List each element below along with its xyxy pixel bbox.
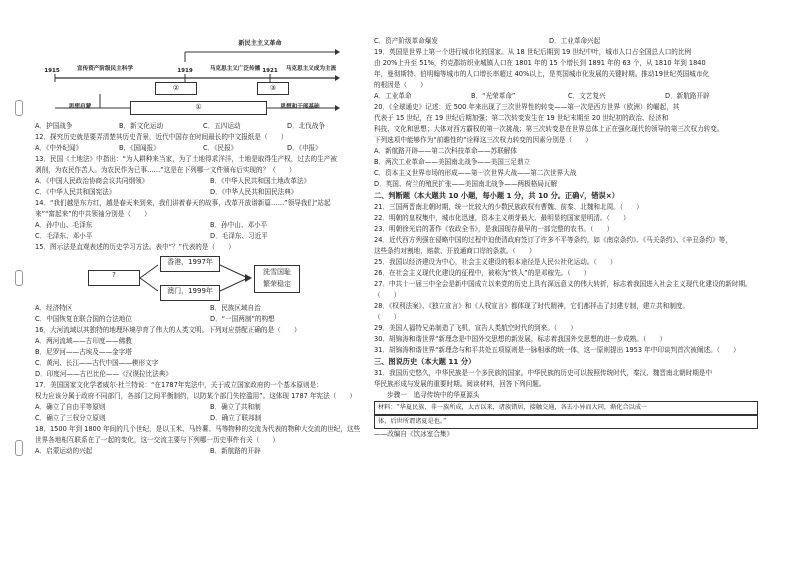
binding-margin bbox=[10, 0, 26, 562]
question-line: 由 20%上升至 51%，约克郡纺织业城镇人口在 1801 年的 15 个增长到 1891 年的 63 个，从 1810 年到 1840 bbox=[374, 59, 706, 67]
answer-option: B．确立了共和制 bbox=[210, 403, 261, 411]
question-line: 14．“我们越是东方红，越是春天来到来，我们讲着春天的故事，改革开放谱新篇……”领导我们“站起 bbox=[35, 199, 331, 207]
answer-option: C．《民报》 bbox=[203, 144, 238, 152]
question-line: 30．胡锦涛和谐世界“新理念是中国外交思想的新发展，标志着我国外交思想的进一步成熟。（ ） bbox=[374, 335, 667, 343]
answer-option: A．经济特区 bbox=[35, 304, 73, 312]
question-line: 16．大河流域以其独特的地理环境孕育了伟大的人类文明。下列对应搭配正确的是（ ） bbox=[35, 326, 301, 334]
timeline-year: 1915 bbox=[44, 68, 60, 74]
timeline-text: 马克思主义广泛传播 bbox=[209, 66, 261, 72]
question-line: 这些条约对割地、赔款、开放通商口岸的条款。（ ） bbox=[374, 247, 536, 255]
answer-option: B．新文化运动 bbox=[119, 122, 164, 130]
answer-option: B．《中华人民共和国土地改革法》 bbox=[210, 177, 311, 185]
question-mark-box: ? bbox=[88, 270, 140, 286]
answer-option: A．孙中山、毛泽东 bbox=[35, 221, 93, 229]
source-material: 体，后世所谓诸夏是也。” bbox=[374, 415, 758, 429]
answer-option: C．资产阶级革命爆发 bbox=[374, 37, 438, 45]
answer-option: A．确立了自由平等原则 bbox=[35, 403, 106, 411]
question-line: 23．明朝徐光启的著作《农政全书》，是我国现存最早的一部完整的农书。（ ） bbox=[374, 225, 614, 233]
binding-hole bbox=[15, 100, 23, 116]
question-line: D．印度河——古巴比伦——《汉谟拉比法典》 bbox=[35, 370, 172, 378]
question-line: ——改编自《饮冰室合集》 bbox=[374, 430, 454, 438]
timeline-box: ① bbox=[130, 101, 267, 115]
macau-box: 澳门，1999年 bbox=[160, 285, 220, 301]
result-box: 洗雪国耻 繁荣稳定 bbox=[254, 265, 300, 293]
answer-option: A．启蒙运动的兴起 bbox=[35, 447, 93, 455]
answer-option: A．护国战争 bbox=[35, 122, 73, 130]
answer-option: D．《中华人民共和国民法典》 bbox=[210, 188, 298, 196]
answer-option: D．“一国两制”的构想 bbox=[210, 315, 275, 323]
answer-option: B．“光荣革命” bbox=[471, 92, 516, 100]
question-line: 12．探究历史就是要弄清楚其历史背景，近代中国存在时间最长的中文报纸是（ ） bbox=[35, 133, 288, 141]
question-line: 来”“富起来”的中共领袖分别是（ ） bbox=[35, 210, 151, 218]
question-line: A．两河流域——古印度——佛教 bbox=[35, 337, 132, 345]
answer-option: D．北伐战争 bbox=[287, 122, 326, 130]
timeline-top-label: 新民主主义革命 bbox=[238, 40, 282, 47]
answer-options bbox=[35, 314, 385, 325]
answer-option: D．工业革命兴起 bbox=[549, 37, 601, 45]
answer-option: D．新航路开辟 bbox=[665, 92, 710, 100]
answer-option: B．《国闻报》 bbox=[119, 144, 160, 152]
question-line: 19．英国是世界上第一个进行城市化的国家。从 18 世纪后期到 19 世纪中叶，城市人口占全国总人口的比例 bbox=[374, 48, 692, 56]
question-line: C．黄河、长江——古代中国——楔形文字 bbox=[35, 359, 159, 367]
answer-option: B．民族区域自治 bbox=[210, 304, 261, 312]
answer-options bbox=[374, 91, 764, 102]
binding-hole bbox=[15, 270, 23, 286]
timeline-bottom-label: 思想和干部基础 bbox=[280, 104, 320, 110]
question-line: D．英国、荷兰的殖民扩张——美国南北战争——两极格局瓦解 bbox=[374, 180, 558, 188]
answer-option: C．毛泽东、邓小平 bbox=[35, 232, 93, 240]
question-line: 年，曼彻斯特、伯明翰等城市的人口增长率超过 40%以上，是英国城市化发展的关键时期。推动19世纪英国城市化 bbox=[374, 70, 710, 78]
source-material: 材料：“华夏民族，非一族所成，太古以来，诸族错居，接触交通，各去小异而大同，渐化合以成一 bbox=[374, 401, 758, 415]
question-line: 华民族形成与发展的重要时期。阅读材料，回答下列问题。 bbox=[374, 380, 546, 388]
question-line: 18．1500 年到 1800 年间的几个世纪，是以玉米、马铃薯、马等物种的交流为代表的物种大交流的世纪，这些 bbox=[35, 425, 361, 433]
answer-option: D．毛泽东、习近平 bbox=[210, 232, 268, 240]
question-line: 22．明朝的皇权集中，城市化迅速，资本主义萌芽最大、最明显的国家是明清。（ ） bbox=[374, 214, 630, 222]
question-line: 世界各地相互联系在了一起的变化，这一交流主要与下列哪一历史事件有关（ ） bbox=[35, 436, 279, 444]
timeline-year: 1919 bbox=[177, 68, 193, 74]
question-line: 13．民国《土地法》中指出：“为人耕种来当家，为了土地得求洋洋，土地是取得生产权，过去的生产被 bbox=[35, 155, 337, 163]
section-heading: 二、判断题（本大题共 10 小题，每小题 1 分，共 10 分。正确√，错误×） bbox=[374, 191, 619, 200]
question-line: 科技、文化和思想；大体对西方霸权的第一次挑战；第三次转变是在世界总体上正在强化现代的领导的第三次权力转变。 bbox=[374, 125, 724, 133]
answer-option: C．确立了三权分立原则 bbox=[35, 414, 106, 422]
timeline-text: 马克思主义成为主流 bbox=[285, 66, 337, 72]
question-line: 27．中共十一届三中全会是新中国成立以来党的历史上具有深远意义的伟大转折，标志着我国进入社会主义现代化建设的新时期。 bbox=[374, 280, 752, 288]
answer-option: C．《中华人民共和国宪法》 bbox=[35, 188, 116, 196]
answer-options bbox=[35, 402, 385, 413]
answer-options bbox=[35, 187, 385, 198]
answer-option: D．确立了联邦制 bbox=[210, 414, 262, 422]
timeline-box: ② bbox=[155, 82, 197, 95]
answer-option: A．《中外纪闻》 bbox=[35, 144, 83, 152]
question-line: A．新航路开辟——第二次科技革命——苏联解体 bbox=[374, 147, 517, 155]
question-line: B．两次工业革命——美国南北战争——美国三足鼎立 bbox=[374, 158, 531, 166]
flow-diagram bbox=[80, 253, 330, 303]
answer-option: C．中国恢复在联合国的合法地位 bbox=[35, 315, 132, 323]
question-line: 17．美国国家文化学者威尔·杜兰特说：“在1787年宪法中，关于成立国家政府的一个基本原则是： bbox=[35, 381, 323, 389]
timeline-box: ③ bbox=[257, 82, 289, 95]
question-line: 15．图示法是直观表述的历史学习方法。表中“？”代表的是（ ） bbox=[35, 243, 235, 251]
question-line: 31．我国历史悠久，中华民族是一个多民族的国家。中华民族的历史可以按照传统时代，秦汉、魏晋南北朝时期是中 bbox=[374, 369, 713, 377]
question-line: 21．三国两晋南北朝时期，统一比较大的少数民族政权有曹魏、前秦、北魏和北周。（ ） bbox=[374, 203, 643, 211]
answer-option: C．五四运动 bbox=[203, 122, 241, 130]
binding-hole bbox=[15, 440, 23, 456]
answer-options bbox=[35, 121, 385, 132]
question-line: （ ） bbox=[374, 313, 401, 321]
question-line: （ ） bbox=[374, 291, 401, 299]
answer-options bbox=[35, 220, 385, 231]
question-line: 的根因是（ ） bbox=[374, 81, 427, 89]
answer-option: A．工业革命 bbox=[374, 92, 412, 100]
question-line: 26．在社会主义现代化建设的征程中，被称为“铁人”的是邓稼先。（ ） bbox=[374, 269, 591, 277]
answer-options bbox=[35, 303, 385, 314]
timeline-diagram bbox=[35, 38, 340, 120]
question-line: C．资本主义世界市场的形成——第一次世界大战——第二次世界大战 bbox=[374, 169, 577, 177]
question-line: 29．美国人福特兄弟制造了飞机，宣告人类航空时代的到来。（ ） bbox=[374, 324, 577, 332]
timeline-text: 宣传资产阶级民主科学 bbox=[77, 66, 133, 72]
question-line: 28．《权利法案》、《独立宣言》和《人权宣言》都体现了时代精神，它们都抨击了封建专制，建立共和制度。 bbox=[374, 302, 689, 310]
answer-options bbox=[374, 36, 764, 47]
section-heading: 三、图说历史（本大题 11 分） bbox=[374, 357, 476, 366]
question-line: 25．我国以经济建设为中心，社会主义建设的根本途径是人民公社化运动。（ ） bbox=[374, 258, 617, 266]
question-line: 20．《全球通史》记述：近 500 年来出现了三次世界性的转变——第一次是西方世界（欧洲）的崛起，其 bbox=[374, 103, 680, 111]
answer-options bbox=[35, 446, 385, 457]
hongkong-box: 香港，1997年 bbox=[160, 256, 220, 272]
question-line: 31．胡锦涛和谐世界“新理念与和平共处五项原则是一脉相承的统一体，这一原则提出 1953 年中印谈判首次被阐述。（ ） bbox=[374, 346, 740, 354]
answer-options bbox=[35, 231, 385, 242]
answer-option: B．孙中山、邓小平 bbox=[210, 221, 268, 229]
answer-options bbox=[35, 413, 385, 424]
question-line: 24．近代西方列强在侵略中国的过程中迫使清政府签订了许多不平等条约，如《南京条约》、《马关条约》、《辛丑条约》等， bbox=[374, 236, 732, 244]
timeline-bottom-label: 思想启蒙 bbox=[68, 104, 92, 110]
left-column bbox=[35, 121, 385, 457]
question-line: 代表于 15 世纪，在 19 世纪后期加强；第二次转变发生在 19 世纪末期至 20 世纪初的政治、经济和 bbox=[374, 114, 669, 122]
answer-option: C．文艺复兴 bbox=[568, 92, 606, 100]
timeline-year: 1921 bbox=[262, 68, 278, 74]
answer-option: D．《申报》 bbox=[287, 144, 322, 152]
right-column bbox=[374, 36, 764, 440]
question-line: 剥削，为农民作苦人。为农民作为已事……”这是在下列哪一文件颁布后实现的？（ ） bbox=[35, 166, 296, 174]
answer-option: B．新航路的开辟 bbox=[210, 447, 261, 455]
question-line: 步骤一 追寻传统中的华夏源头 bbox=[374, 391, 480, 399]
answer-options bbox=[35, 176, 385, 187]
question-line: 权力应该分属于政府不同部门，各部门之间平衡制约，以防某个部门失控滥用”。这体现 1787 年宪法（ ） bbox=[35, 392, 357, 400]
question-line: B．尼罗河——古埃及——金字塔 bbox=[35, 348, 132, 356]
question-line: 下列选项中能够作为“前瞻性的”诠释这三次权力转变的因素分别是（ ） bbox=[374, 136, 592, 144]
answer-options bbox=[35, 143, 385, 154]
answer-option: A．《中国人民政治协商会议共同纲领》 bbox=[35, 177, 149, 185]
